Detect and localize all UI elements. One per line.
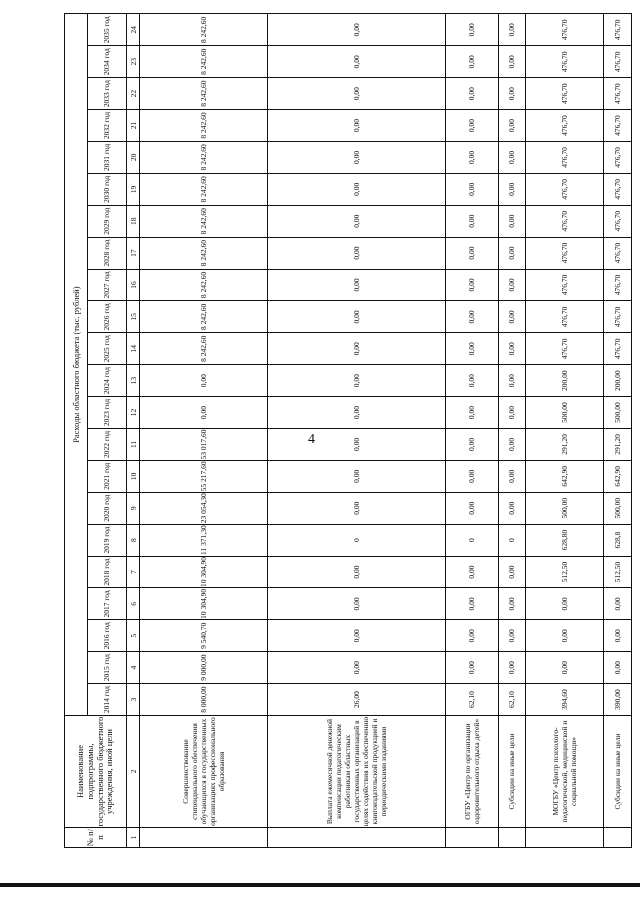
value-cell: 0,00 [445,588,498,620]
column-number: 19 [127,173,140,205]
value-cell: 0,00 [604,620,632,652]
value-cell: 0,00 [267,237,445,269]
value-cell: 8 242,60 [140,78,268,110]
value-cell: 53 017,60 [140,428,268,460]
value-cell: 0,00 [445,205,498,237]
row-name: ОГБУ «Центр по организации оздоровительного отдыха детей» [445,716,498,828]
value-cell: 0,00 [526,652,604,684]
value-cell: 10 304,90 [140,588,268,620]
value-cell: 0,00 [445,397,498,429]
value-cell: 55 217,60 [140,460,268,492]
value-cell: 11 371,30 [140,524,268,556]
value-cell: 0,00 [498,173,526,205]
row-number [140,828,268,848]
column-number: 13 [127,365,140,397]
column-number: 22 [127,78,140,110]
value-cell: 8 242,60 [140,269,268,301]
year-header: 2033 год [88,78,127,110]
value-cell: 500,00 [604,397,632,429]
year-header: 2025 год [88,333,127,365]
value-cell: 0,00 [267,269,445,301]
value-cell: 9 000,00 [140,652,268,684]
header-row-number: № п/п [65,828,127,848]
value-cell: 62,10 [498,684,526,716]
year-header: 2031 год [88,141,127,173]
year-header: 2035 год [88,14,127,46]
value-cell: 0,00 [498,365,526,397]
table-row [140,14,268,848]
value-cell: 8 242,60 [140,205,268,237]
header-item-name: Наименование подпрограммы, государственного бюджетного учреждения, иной цели [65,716,127,828]
value-cell: 0,00 [498,46,526,78]
value-cell: 0 [445,524,498,556]
value-cell: 0,00 [498,301,526,333]
year-header: 2032 год [88,110,127,142]
row-name: Субсидии на иные цели [604,716,632,828]
value-cell: 0,00 [445,141,498,173]
table-row [445,14,498,848]
value-cell: 500,00 [604,492,632,524]
value-cell: 0,00 [498,141,526,173]
value-cell: 476,70 [604,46,632,78]
value-cell: 476,70 [526,14,604,46]
value-cell: 476,70 [526,333,604,365]
column-number: 14 [127,333,140,365]
table-row [267,14,445,848]
row-number [445,828,498,848]
column-number-row [127,14,140,848]
value-cell: 390,00 [604,684,632,716]
value-cell: 0,00 [498,237,526,269]
value-cell: 642,90 [526,460,604,492]
value-cell: 0,00 [267,397,445,429]
value-cell: 0,00 [445,46,498,78]
row-name: Совершенствование стипендиального обеспечения обучающихся в государственных организациях профессионального образования [140,716,268,828]
column-number: 2 [127,716,140,828]
column-number: 16 [127,269,140,301]
value-cell: 0,00 [267,652,445,684]
value-cell: 0,00 [445,269,498,301]
column-number: 20 [127,141,140,173]
row-number [526,828,604,848]
value-cell: 0 [267,524,445,556]
value-cell: 0,00 [445,492,498,524]
value-cell: 0,00 [445,428,498,460]
value-cell: 0,00 [267,110,445,142]
year-header: 2029 год [88,205,127,237]
value-cell: 0,00 [445,110,498,142]
row-number [498,828,526,848]
value-cell: 0,00 [498,333,526,365]
value-cell: 476,70 [526,301,604,333]
value-cell: 0,00 [267,141,445,173]
year-header: 2017 год [88,588,127,620]
value-cell: 8 242,60 [140,301,268,333]
value-cell: 0,00 [267,492,445,524]
value-cell: 0,00 [604,652,632,684]
value-cell: 512,50 [526,556,604,588]
row-number [267,828,445,848]
year-header: 2019 год [88,524,127,556]
value-cell: 0,00 [267,428,445,460]
value-cell: 291,20 [526,428,604,460]
value-cell: 0,00 [498,428,526,460]
value-cell: 8 242,60 [140,173,268,205]
value-cell: 476,70 [604,173,632,205]
value-cell: 628,80 [526,524,604,556]
value-cell: 0,00 [604,588,632,620]
value-cell: 0,00 [498,205,526,237]
year-header: 2023 год [88,397,127,429]
value-cell: 0,00 [526,588,604,620]
value-cell: 0,00 [498,14,526,46]
column-number: 7 [127,556,140,588]
value-cell: 0,00 [267,620,445,652]
value-cell: 0,00 [267,205,445,237]
value-cell: 0,00 [498,588,526,620]
year-header: 2018 год [88,556,127,588]
value-cell: 0,00 [267,588,445,620]
value-cell: 0,00 [445,78,498,110]
year-header: 2020 год [88,492,127,524]
value-cell: 0,00 [445,14,498,46]
value-cell: 476,70 [604,269,632,301]
column-number: 4 [127,652,140,684]
year-header: 2014 год [88,684,127,716]
value-cell: 0,00 [445,333,498,365]
year-header: 2022 год [88,428,127,460]
value-cell: 0,00 [445,556,498,588]
value-cell: 291,20 [604,428,632,460]
value-cell: 0,00 [267,301,445,333]
value-cell: 0,00 [526,620,604,652]
value-cell: 0,00 [267,460,445,492]
value-cell: 476,70 [526,269,604,301]
value-cell: 0,00 [140,397,268,429]
bottom-rule [0,883,640,887]
value-cell: 0,00 [498,269,526,301]
column-number: 17 [127,237,140,269]
value-cell: 0,00 [267,78,445,110]
year-header: 2027 год [88,269,127,301]
row-name: Выплата ежемесячной денежной компенсации педагогическим работникам областных государственных организаций в целях содействия их обеспечению книгоиздательской продукцией и периодическими изданиями [267,716,445,828]
value-cell: 23 054,30 [140,492,268,524]
value-cell: 200,00 [526,365,604,397]
value-cell: 0,00 [445,620,498,652]
table-row [604,14,632,848]
row-name: Субсидии на иные цели [498,716,526,828]
table-row [526,14,604,848]
value-cell: 476,70 [604,14,632,46]
value-cell: 0,00 [498,78,526,110]
year-header: 2021 год [88,460,127,492]
row-number [604,828,632,848]
value-cell: 8 242,60 [140,110,268,142]
value-cell: 0,00 [267,14,445,46]
value-cell: 0,00 [498,397,526,429]
value-cell: 26,00 [267,684,445,716]
value-cell: 0,00 [140,365,268,397]
value-cell: 476,70 [526,237,604,269]
year-header: 2030 год [88,173,127,205]
rotated-budget-table [64,14,632,848]
value-cell: 200,00 [604,365,632,397]
value-cell: 0,00 [267,333,445,365]
budget-table [64,13,632,848]
column-number: 10 [127,460,140,492]
value-cell: 0,00 [445,301,498,333]
header-budget-expenses: Расходы областного бюджета (тыс. рублей) [65,14,88,716]
value-cell: 476,70 [604,110,632,142]
column-number: 9 [127,492,140,524]
column-number: 18 [127,205,140,237]
value-cell: 476,70 [604,301,632,333]
value-cell: 476,70 [604,237,632,269]
value-cell: 500,00 [526,397,604,429]
page-number: 4 [308,432,315,447]
value-cell: 476,70 [604,205,632,237]
column-number: 3 [127,684,140,716]
year-header: 2015 год [88,652,127,684]
table-row [498,14,526,848]
value-cell: 628,8 [604,524,632,556]
column-number: 15 [127,301,140,333]
column-number: 21 [127,110,140,142]
value-cell: 0,00 [498,620,526,652]
value-cell: 476,70 [526,173,604,205]
value-cell: 642,90 [604,460,632,492]
value-cell: 10 304,90 [140,556,268,588]
value-cell: 8 242,60 [140,46,268,78]
column-number: 24 [127,14,140,46]
value-cell: 0,00 [498,492,526,524]
value-cell: 0,00 [498,556,526,588]
value-cell: 476,70 [526,110,604,142]
value-cell: 8 242,60 [140,333,268,365]
column-number: 5 [127,620,140,652]
table-body [127,14,632,848]
value-cell: 476,70 [526,46,604,78]
column-number: 11 [127,428,140,460]
value-cell: 476,70 [526,205,604,237]
year-header: 2016 год [88,620,127,652]
year-header: 2026 год [88,301,127,333]
value-cell: 0,00 [445,173,498,205]
value-cell: 0,00 [267,365,445,397]
value-cell: 8 000,00 [140,684,268,716]
value-cell: 8 242,60 [140,237,268,269]
value-cell: 62,10 [445,684,498,716]
value-cell: 394,60 [526,684,604,716]
value-cell: 476,70 [604,333,632,365]
value-cell: 8 242,60 [140,14,268,46]
row-name: МОГБУ «Центр психолого-педагогической, медицинской и социальной помощи» [526,716,604,828]
value-cell: 0,00 [445,237,498,269]
value-cell: 0,00 [498,652,526,684]
column-number: 8 [127,524,140,556]
value-cell: 0,00 [445,460,498,492]
value-cell: 476,70 [526,78,604,110]
year-header: 2034 год [88,46,127,78]
column-number: 1 [127,828,140,848]
value-cell: 0,00 [445,365,498,397]
value-cell: 0,00 [267,556,445,588]
value-cell: 0,00 [267,173,445,205]
value-cell: 500,00 [526,492,604,524]
column-number: 12 [127,397,140,429]
year-header: 2024 год [88,365,127,397]
year-header: 2028 год [88,237,127,269]
value-cell: 0 [498,524,526,556]
value-cell: 476,70 [526,141,604,173]
value-cell: 0,00 [498,460,526,492]
value-cell: 512,50 [604,556,632,588]
value-cell: 0,00 [267,46,445,78]
column-number: 6 [127,588,140,620]
value-cell: 476,70 [604,141,632,173]
column-number: 23 [127,46,140,78]
value-cell: 8 242,60 [140,141,268,173]
value-cell: 9 540,70 [140,620,268,652]
value-cell: 476,70 [604,78,632,110]
value-cell: 0,00 [445,652,498,684]
value-cell: 0,00 [498,110,526,142]
